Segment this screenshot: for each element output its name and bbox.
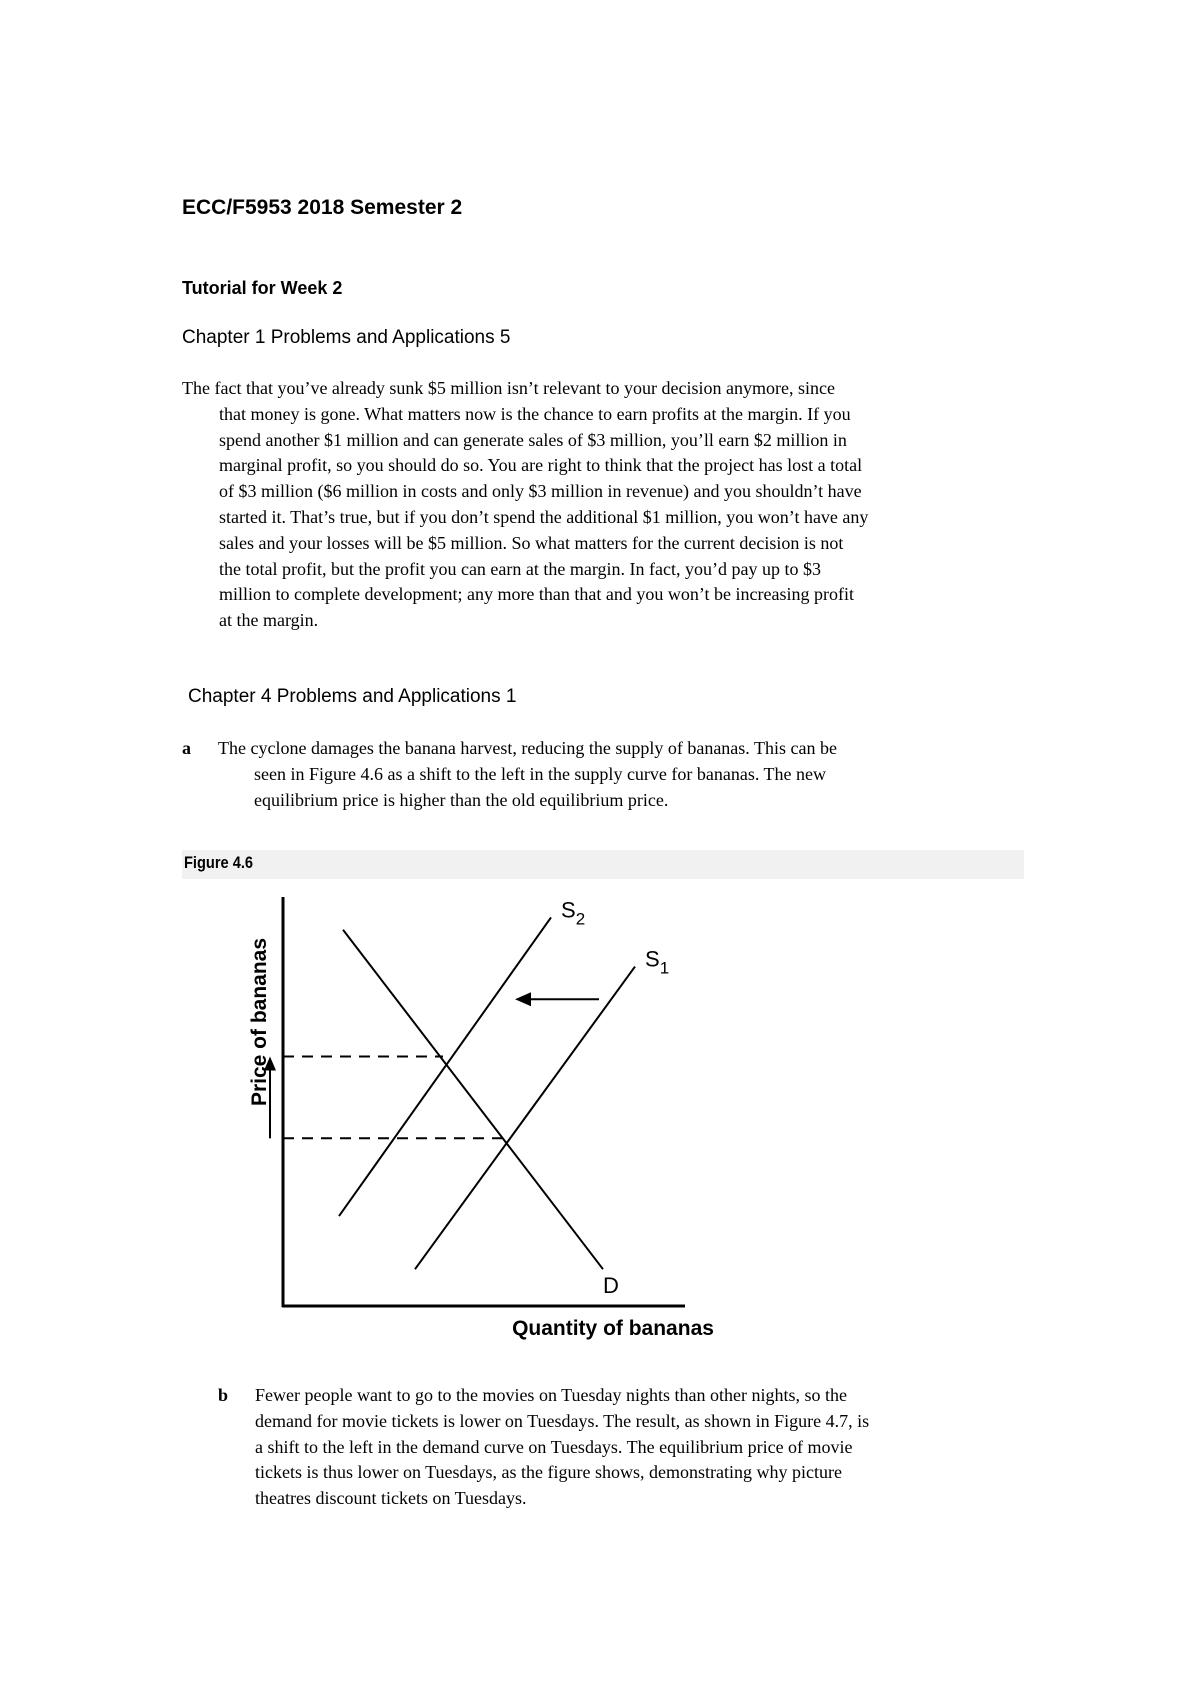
answer-line: equilibrium price is higher than the old equilibrium price. (254, 789, 669, 810)
answer-line: at the margin. (219, 610, 319, 631)
equilibrium-guides (283, 1057, 507, 1139)
answer-line: the total profit, but the profit you can earn at the margin. In fact, you’d pay up to $3 (219, 558, 821, 579)
answer-line: of $3 million ($6 million in costs and only $3 million in revenue) and you shouldn’t have (219, 481, 862, 502)
part-b-answer (218, 1383, 869, 1512)
curve-d (343, 930, 603, 1269)
chapter1-heading: Chapter 1 Problems and Applications 5 (182, 327, 511, 348)
answer-line: The fact that you’ve already sunk $5 million isn’t relevant to your decision anymore, since (182, 378, 835, 398)
answer-line: sales and your losses will be $5 million. So what matters for the current decision is not (219, 532, 844, 553)
chapter4-heading: Chapter 4 Problems and Applications 1 (188, 686, 517, 707)
curves (339, 917, 635, 1269)
part-b-letter: b (218, 1385, 229, 1405)
curve-s2 (339, 917, 551, 1216)
answer-line: that money is gone. What matters now is the chance to earn profits at the margin. If you (219, 403, 851, 424)
tutorial-heading: Tutorial for Week 2 (182, 278, 343, 298)
y-axis-label: Price of bananas (248, 937, 271, 1107)
answer-line: marginal profit, so you should do so. You are right to think that the project has lost a total (219, 455, 863, 476)
supply-shift-arrowhead (515, 992, 531, 1006)
answer-line: theatres discount tickets on Tuesdays. (255, 1488, 527, 1509)
shift-arrows (264, 992, 599, 1138)
figure-caption: Figure 4.6 (184, 853, 254, 872)
answer-line: The cyclone damages the banana harvest, reducing the supply of bananas. This can be (218, 738, 837, 758)
answer-line: started it. That’s true, but if you don’t spend the additional $1 million, you won’t have any (219, 506, 869, 527)
x-axis-label: Quantity of bananas (512, 1317, 714, 1340)
curve-label-s2: $S_2$ (561, 897, 586, 929)
curve-s1 (415, 967, 635, 1270)
curve-labels (561, 897, 669, 1298)
answer-line: seen in Figure 4.6 as a shift to the left in the supply curve for bananas. The new (254, 763, 827, 784)
answer-line: demand for movie tickets is lower on Tuesdays. The result, as shown in Figure 4.7, is (255, 1410, 870, 1431)
answer-line: a shift to the left in the demand curve on Tuesdays. The equilibrium price of movie (255, 1436, 853, 1457)
answer-line: tickets is thus lower on Tuesdays, as the figure shows, demonstrating why picture (255, 1462, 842, 1483)
curve-label-d: D (603, 1273, 619, 1299)
answer-line: spend another $1 million and can generate sales of $3 million, you’ll earn $2 million in (219, 429, 847, 450)
answer-line: Fewer people want to go to the movies on Tuesday nights than other nights, so the (255, 1385, 847, 1405)
answer-line: million to complete development; any more than that and you won’t be increasing profit (219, 584, 855, 605)
part-a-letter: a (182, 738, 191, 758)
curve-label-s1: $S_1$ (645, 946, 670, 978)
chart-axes (282, 897, 685, 1307)
course-heading: ECC/F5953 2018 Semester 2 (182, 196, 463, 219)
